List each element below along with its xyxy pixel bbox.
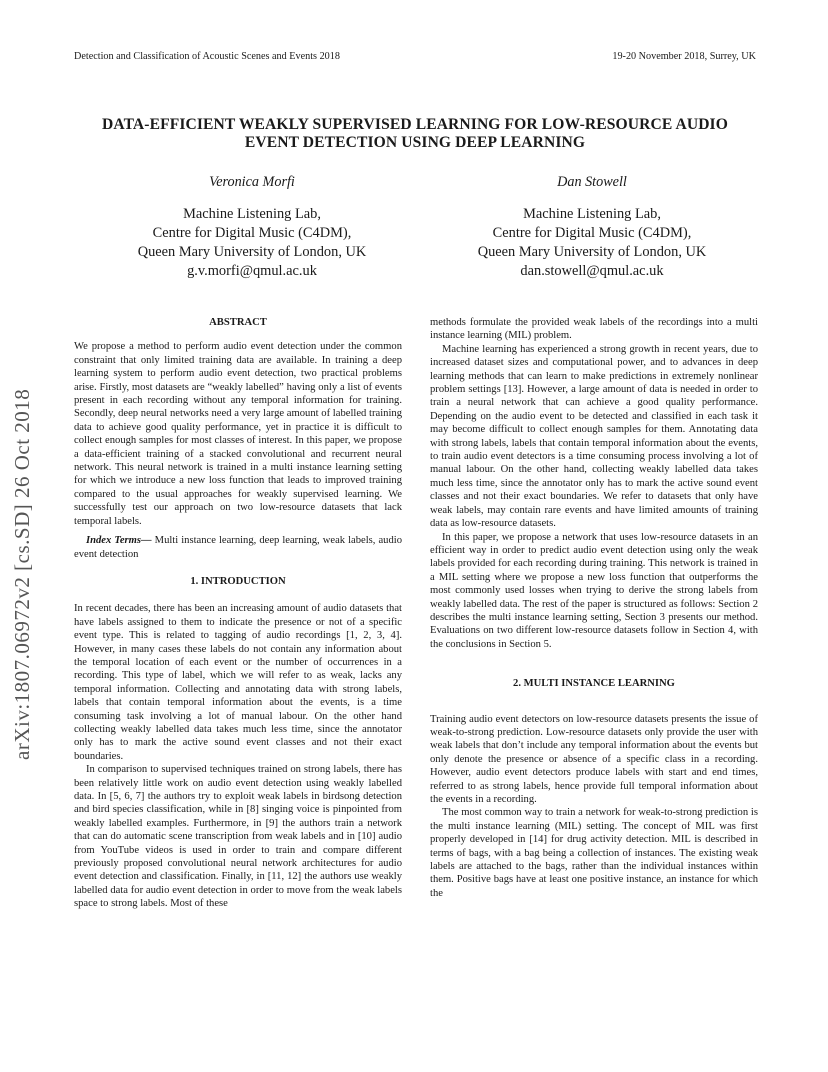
- author-affiliation: [427, 205, 757, 281]
- arxiv-stamp: arXiv:1807.06972v2 [cs.SD] 26 Oct 2018: [10, 388, 34, 760]
- affiliation-line: Centre for Digital Music (C4DM),: [152, 225, 352, 241]
- intro-heading: 1. INTRODUCTION: [190, 575, 286, 587]
- affiliation-line: Machine Listening Lab,: [523, 206, 661, 222]
- left-column: [74, 316, 402, 911]
- title-line-2: EVENT DETECTION USING DEEP LEARNING: [244, 134, 586, 151]
- paper-title: [60, 116, 770, 152]
- index-terms: [74, 534, 402, 561]
- author-block-1: [87, 174, 417, 281]
- author-affiliation: [87, 205, 417, 281]
- mil-paragraph-1: Training audio event detectors on low-resource datasets presents the issue of weak-to-strong prediction. Low-resource datasets only provide the user with weak labels that don’t include any temporal information about the events but only denote the presence or absence of a specific class in a recording. However, audio event detectors produce labels with start and end times, referred to as strong labels, hence provide full temporal information about the events in a recording.: [430, 713, 758, 805]
- author-block-2: [427, 174, 757, 281]
- title-line-1: DATA-EFFICIENT WEAKLY SUPERVISED LEARNING FOR LOW-RESOURCE AUDIO: [102, 116, 728, 133]
- intro-paragraph-3: methods formulate the provided weak labels of the recordings into a multi instance learning (MIL) problem.: [430, 317, 758, 342]
- author-email: g.v.morfi@qmul.ac.uk: [187, 263, 317, 279]
- affiliation-line: Queen Mary University of London, UK: [477, 244, 707, 260]
- author-name: Veronica Morfi: [209, 174, 295, 190]
- abstract-heading: ABSTRACT: [209, 317, 267, 328]
- mil-heading: 2. MULTI INSTANCE LEARNING: [513, 678, 675, 690]
- mil-paragraph-2: The most common way to train a network for weak-to-strong prediction is the multi instance learning (MIL) setting. The concept of MIL was first properly developed in [14] for drug activity detection. MIL is described in terms of bags, with a bag being a collection of instances. The existing weak labels are attached to the bags, rather than the individual instances within them. Positive bags have at least one positive instance, an instance for which the: [430, 807, 758, 899]
- abstract-text: We propose a method to perform audio event detection under the common constraint that only limited training data are available. In training a deep learning system to perform audio event detection, two practical problems arise. Firstly, most datasets are “weakly labelled” having only a list of events present in each recording without any temporal information for training. Secondly, deep neural networks need a very large amount of labelled training data to achieve good quality performance, yet in practice it is difficult to collect enough samples for most classes of interest. In this paper, we propose a data-efficient training of a stacked convolutional and recurrent neural network. This neural network is trained in a multi instance learning setting for which we introduce a new loss function that leads to improved training compared to the usual approaches for weakly supervised learning. We successfully test our approach on two low-resource datasets that lack temporal labels.: [74, 341, 402, 527]
- index-terms-text: Multi instance learning, deep learning, weak labels, audio event detection: [74, 535, 402, 560]
- affiliation-line: Queen Mary University of London, UK: [137, 244, 367, 260]
- author-email: dan.stowell@qmul.ac.uk: [520, 263, 664, 279]
- intro-paragraph-1: In recent decades, there has been an increasing amount of audio datasets that have labels assigned to them to indicate the presence or not of a specific event type. This is related to tagging of audio recordings [1, 2, 3, 4]. However, in many cases these labels do not contain any information about the temporal location of each event or the number of occurrences in a recording. This type of label, which we will refer to as weak, lacks any temporal information. Collecting and annotating data with strong labels, labels that contain temporal information about the events, is a time consuming task involving a lot of manual labour. On the other hand collecting weakly labelled data takes much less time, since the annotator only has to mark the active sound event classes and not their exact boundaries.: [74, 603, 402, 762]
- running-header-left: Detection and Classification of Acoustic Scenes and Events 2018: [74, 51, 340, 62]
- right-column: [430, 316, 758, 900]
- index-terms-label: Index Terms—: [86, 535, 152, 547]
- affiliation-line: Centre for Digital Music (C4DM),: [492, 225, 692, 241]
- intro-paragraph-4: Machine learning has experienced a strong growth in recent years, due to increased dataset sizes and computational power, and to advances in deep learning methods that can learn to make predictions in extremely nonlinear problem settings [13]. However, a large amount of data is needed in order to train a neural network that can achieve a good quality performance. Depending on the audio event to be detected and classified in each task it may become difficult to collect enough samples for them. Annotating data with strong labels, labels that contain temporal information about the events, to train audio event detectors is a time consuming process involving a lot of manual labour. On the other hand, collecting weakly labelled data takes much less time, since the annotator only has to mark the active sound event classes and not their exact boundaries. We refer to datasets that only have weak labels, may contain rare events and have limited amounts of training data as low-resource datasets.: [430, 343, 758, 530]
- intro-paragraph-5: In this paper, we propose a network that uses low-resource datasets in an efficient way in order to predict audio event detection using only the weak labels provided for each recording during training. This network is trained in a MIL setting where we propose a new loss function that outperforms the most commonly used losses when trying to derive the strong labels from weakly labelled data. The rest of the paper is structured as follows: Section 2 describes the multi instance learning setting, Section 3 presents our method. Evaluations on two different low-resource datasets follow in Section 4, with the conclusions in Section 5.: [430, 531, 758, 650]
- running-header-right: 19-20 November 2018, Surrey, UK: [612, 51, 756, 62]
- affiliation-line: Machine Listening Lab,: [183, 206, 321, 222]
- intro-paragraph-2: In comparison to supervised techniques trained on strong labels, there has been relatively little work on audio event detection using weakly labelled data. In [5, 6, 7] the authors try to exploit weak labels in birdsong detection and bird species classification, while in [8] singing voice is pinpointed from weakly labelled examples. Furthermore, in [9] the authors train a network that can do automatic scene transcription from weak labels and in [10] audio from YouTube videos is used in order to train and compare different previously proposed convolutional neural network architectures for audio event detection and classification. Finally, in [11, 12] the authors use weakly labelled data for audio event detection in order to move from the weak labels space to strong labels. Most of these: [74, 764, 402, 910]
- author-name: Dan Stowell: [557, 174, 627, 190]
